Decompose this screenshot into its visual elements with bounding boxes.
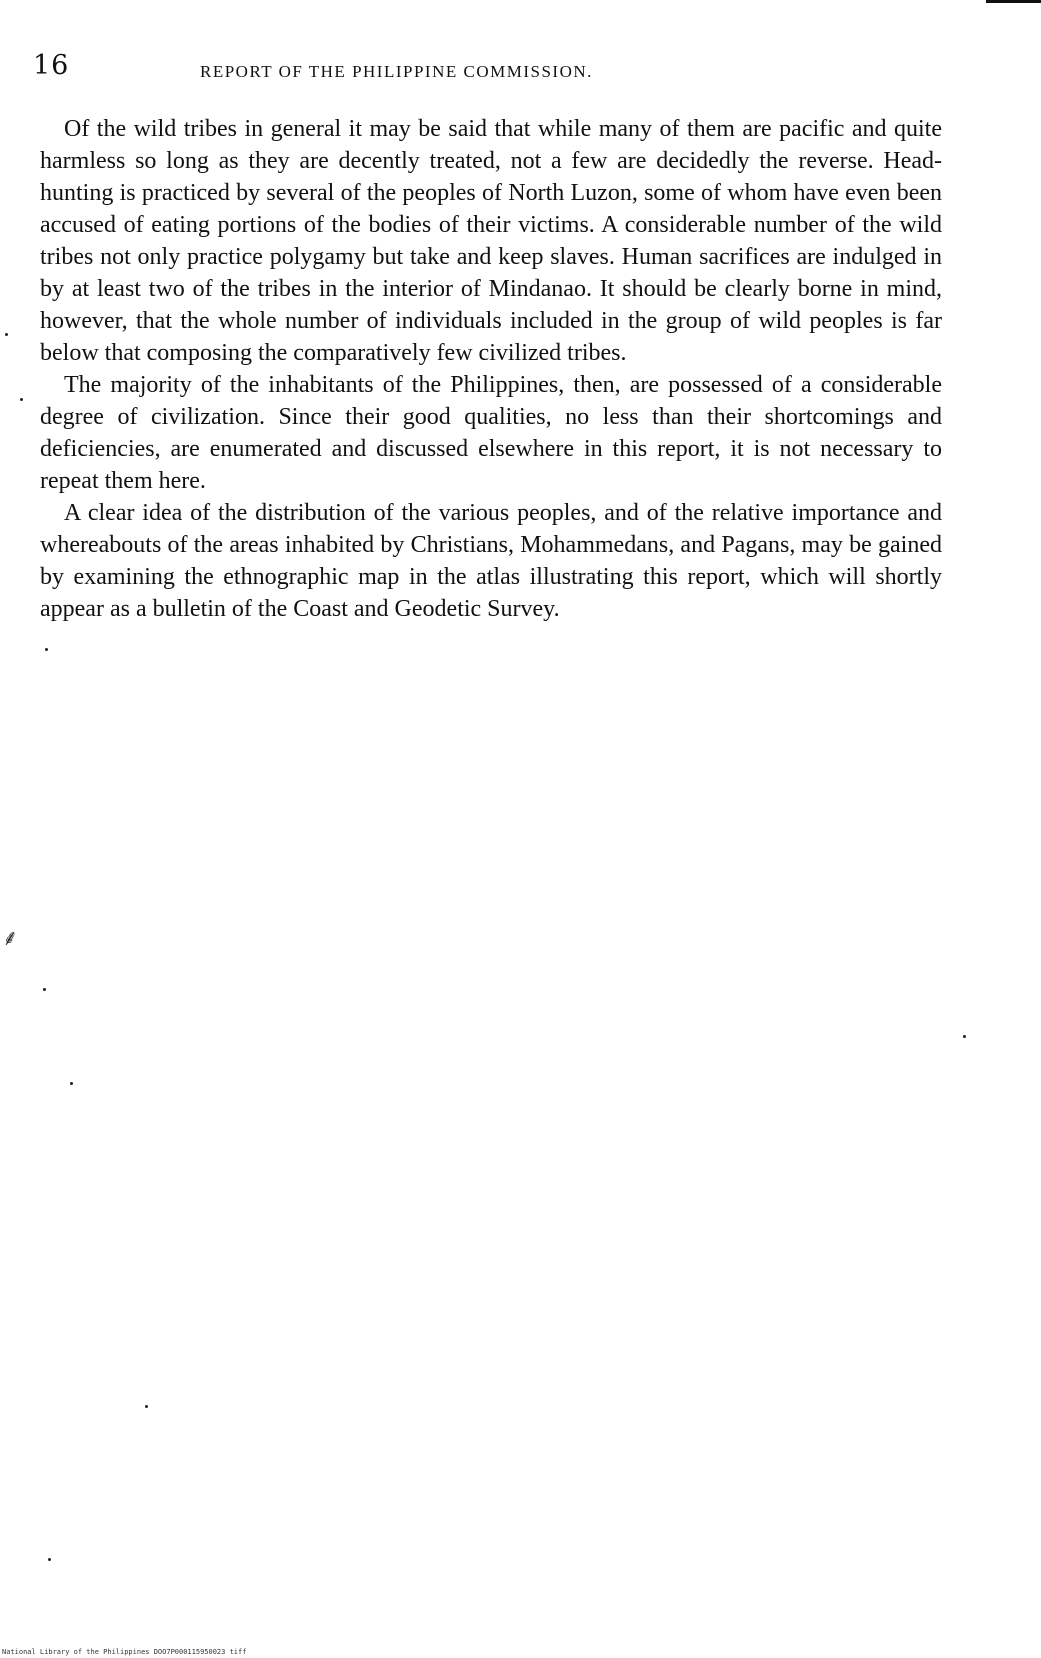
paragraph-distribution: A clear idea of the distribution of the various peoples, and of the relative importance and whereabouts of the areas inhabited by Christians, Mohammedans, and Pagans, may be gained by examining the ethnographic map in the atlas illustrating this report, which will shortly appear as a bulletin of the Coast and Geodetic Survey. — [40, 500, 942, 622]
scan-speck — [45, 648, 48, 651]
scan-speck — [5, 333, 8, 336]
scan-edge-rule — [986, 0, 1041, 3]
paragraph-civilization: The majority of the inhabitants of the Philippines, then, are possessed of a considerable degree of civilization. Since their good qualities, no less than their shortcomings and deficiencies, are enumerated and discussed elsewhere in this report, it is not necessary to repeat them here. — [40, 372, 942, 494]
page-number: 16 — [33, 50, 70, 81]
scan-speck — [48, 1558, 51, 1561]
scan-speck — [145, 1405, 148, 1408]
margin-ink-mark: ⸙ — [2, 926, 19, 951]
body-text — [40, 113, 942, 625]
scan-footer-label: National Library of the Philippines DOO7P000115950023 tiff — [2, 1648, 247, 1656]
scan-speck — [963, 1035, 966, 1038]
paragraph-wild-tribes: Of the wild tribes in general it may be said that while many of them are pacific and quite harmless so long as they are decently treated, not a few are decidedly the reverse. Head-hunting is practiced by several of the peoples of North Luzon, some of whom have even been accused of eating portions of the bodies of their victims. A considerable number of the wild tribes not only practice polygamy but take and keep slaves. Human sacrifices are indulged in by at least two of the tribes in the interior of Mindanao. It should be clearly borne in mind, however, that the whole number of individuals included in the group of wild peoples is far below that composing the comparatively few civilized tribes. — [40, 116, 942, 366]
running-head: REPORT OF THE PHILIPPINE COMMISSION. — [200, 62, 593, 81]
scan-speck — [70, 1082, 73, 1085]
scan-speck — [20, 398, 23, 401]
scan-speck — [43, 988, 46, 991]
